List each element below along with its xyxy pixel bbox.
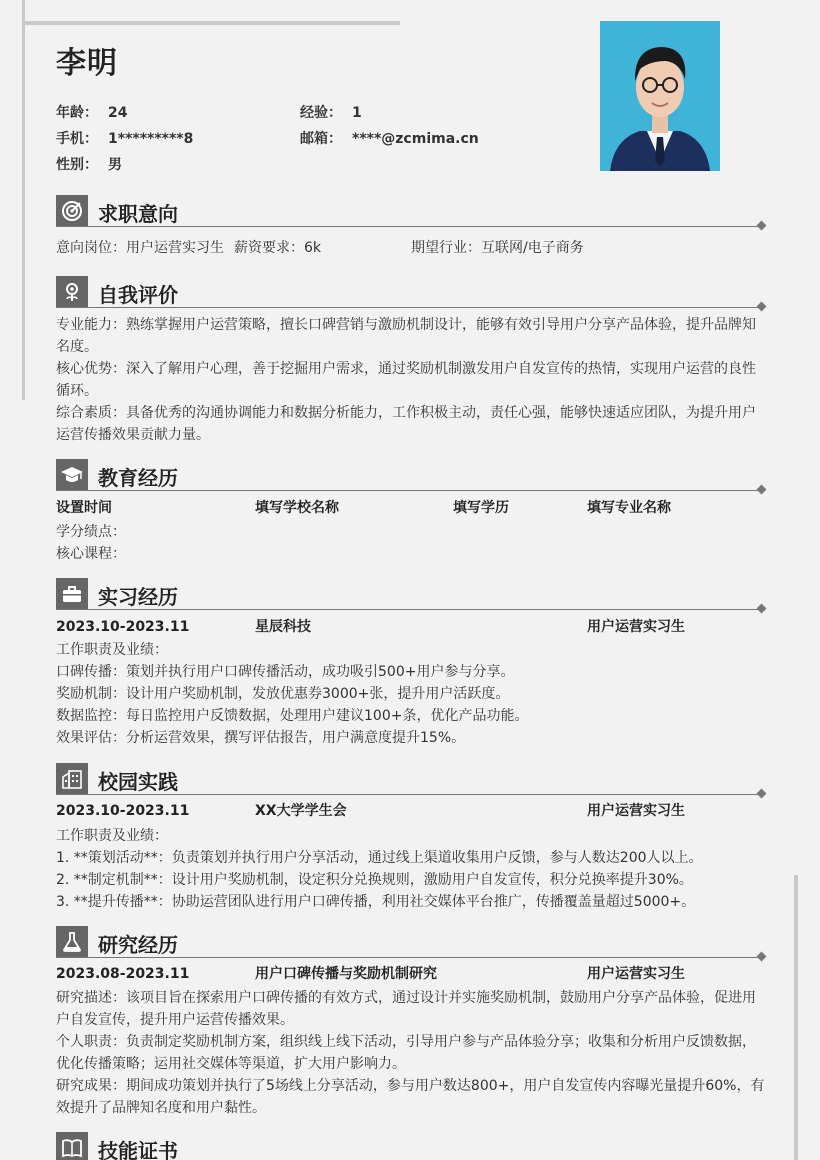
email-label: 邮箱： xyxy=(300,131,342,147)
age-label: 年龄： xyxy=(56,105,98,121)
education-major: 填写专业名称 xyxy=(587,500,671,516)
research-description: 研究描述：该项目旨在探索用户口碑传播的有效方式，通过设计并实施奖励机制，鼓励用户分享产品体验，促进用户自发宣传，提升用户运营传播效果。 xyxy=(56,990,756,1028)
section-divider-dot xyxy=(757,485,767,495)
building-icon xyxy=(56,763,88,795)
self-eval-advantage: 核心优势：深入了解用户心理，善于挖掘用户需求，通过奖励机制激发用户自发宣传的热情，实现用户运营的良性循环。 xyxy=(56,361,756,399)
book-icon xyxy=(56,1132,88,1160)
experience-info xyxy=(300,102,362,122)
section-divider xyxy=(56,957,761,958)
intent-industry: 期望行业：互联网/电子商务 xyxy=(411,240,584,256)
section-title-intent: 求职意向 xyxy=(98,202,178,226)
section-title-campus: 校园实践 xyxy=(98,770,178,794)
research-project: 用户口碑传播与奖励机制研究 xyxy=(255,966,437,982)
phone-value: 1*********8 xyxy=(108,131,194,147)
section-title-education: 教育经历 xyxy=(98,466,178,490)
phone-label: 手机： xyxy=(56,131,98,147)
section-divider-dot xyxy=(757,952,767,962)
age-info xyxy=(56,102,127,122)
intent-salary: 薪资要求：6k xyxy=(234,240,322,256)
decorative-left-line xyxy=(22,0,25,400)
briefcase-icon xyxy=(56,578,88,610)
internship-line: 数据监控：每日监控用户反馈数据，处理用户建议100+条，优化产品功能。 xyxy=(56,708,529,724)
section-header-education xyxy=(56,459,765,493)
section-header-research xyxy=(56,926,765,960)
section-title-research: 研究经历 xyxy=(98,933,178,957)
gender-value: 男 xyxy=(108,157,122,173)
campus-role: 用户运营实习生 xyxy=(587,803,685,819)
flower-icon xyxy=(56,276,88,308)
phone-info xyxy=(56,128,193,148)
education-time: 设置时间 xyxy=(56,500,112,516)
experience-label: 经验： xyxy=(300,105,342,121)
campus-time: 2023.10-2023.11 xyxy=(56,803,190,819)
section-header-intent xyxy=(56,195,765,229)
internship-role: 用户运营实习生 xyxy=(587,619,685,635)
campus-line: 3. **提升传播**：协助运营团队进行用户口碑传播，利用社交媒体平台推广，传播覆盖量超过5000+。 xyxy=(56,894,696,910)
intent-position: 意向岗位：用户运营实习生 xyxy=(56,240,224,256)
email-info xyxy=(300,128,479,148)
decorative-right-line xyxy=(794,875,798,1160)
profile-photo xyxy=(600,21,720,171)
flask-icon xyxy=(56,926,88,958)
education-courses: 核心课程： xyxy=(56,546,126,562)
section-divider xyxy=(56,226,761,227)
education-degree: 填写学历 xyxy=(453,500,509,516)
age-value: 24 xyxy=(108,105,128,121)
section-title-internship: 实习经历 xyxy=(98,585,178,609)
email-value: ****@zcmima.cn xyxy=(352,131,479,147)
internship-time: 2023.10-2023.11 xyxy=(56,619,190,635)
internship-line: 口碑传播：策划并执行用户口碑传播活动，成功吸引500+用户参与分享。 xyxy=(56,664,515,680)
experience-value: 1 xyxy=(352,105,362,121)
target-icon xyxy=(56,195,88,227)
section-divider-dot xyxy=(757,221,767,231)
self-eval-professional: 专业能力：熟练掌握用户运营策略，擅长口碑营销与激励机制设计，能够有效引导用户分享产品体验，提升品牌知名度。 xyxy=(56,317,756,355)
graduation-cap-icon xyxy=(56,459,88,491)
candidate-name: 李明 xyxy=(56,46,118,81)
self-eval-quality: 综合素质：具备优秀的沟通协调能力和数据分析能力，工作积极主动，责任心强，能够快速适应团队，为提升用户运营传播效果贡献力量。 xyxy=(56,405,756,443)
gender-info xyxy=(56,154,122,174)
research-time: 2023.08-2023.11 xyxy=(56,966,190,982)
campus-line: 2. **制定机制**：设计用户奖励机制，设定积分兑换规则，激励用户自发宣传，积分兑换率提升30%。 xyxy=(56,872,693,888)
section-header-internship xyxy=(56,578,765,612)
section-divider-dot xyxy=(757,789,767,799)
section-divider xyxy=(56,490,761,491)
section-header-skills xyxy=(56,1132,765,1160)
education-gpa: 学分绩点： xyxy=(56,524,126,540)
section-title-self-eval: 自我评价 xyxy=(98,283,178,307)
education-school: 填写学校名称 xyxy=(255,500,339,516)
section-title-skills: 技能证书 xyxy=(98,1139,178,1160)
section-header-self-eval xyxy=(56,276,765,310)
research-duties: 个人职责：负责制定奖励机制方案，组织线上线下活动，引导用户参与产品体验分享；收集和分析用户反馈数据，优化传播策略；运用社交媒体等渠道，扩大用户影响力。 xyxy=(56,1034,756,1072)
section-divider xyxy=(56,609,761,610)
internship-line: 工作职责及业绩： xyxy=(56,642,168,658)
section-divider xyxy=(56,794,761,795)
internship-line: 奖励机制：设计用户奖励机制，发放优惠券3000+张，提升用户活跃度。 xyxy=(56,686,510,702)
section-divider xyxy=(56,307,761,308)
section-header-campus xyxy=(56,763,765,797)
section-divider-dot xyxy=(757,604,767,614)
campus-org: XX大学学生会 xyxy=(255,803,347,819)
section-divider-dot xyxy=(757,302,767,312)
decorative-top-line xyxy=(22,21,400,25)
internship-line: 效果评估：分析运营效果，撰写评估报告，用户满意度提升15%。 xyxy=(56,730,466,746)
campus-line: 工作职责及业绩： xyxy=(56,828,168,844)
internship-company: 星辰科技 xyxy=(255,619,311,635)
research-results: 研究成果：期间成功策划并执行了5场线上分享活动，参与用户数达800+，用户自发宣传内容曝光量提升60%，有效提升了品牌知名度和用户黏性。 xyxy=(56,1078,765,1116)
research-role: 用户运营实习生 xyxy=(587,966,685,982)
campus-line: 1. **策划活动**：负责策划并执行用户分享活动，通过线上渠道收集用户反馈，参与人数达200人以上。 xyxy=(56,850,703,866)
gender-label: 性别： xyxy=(56,157,98,173)
